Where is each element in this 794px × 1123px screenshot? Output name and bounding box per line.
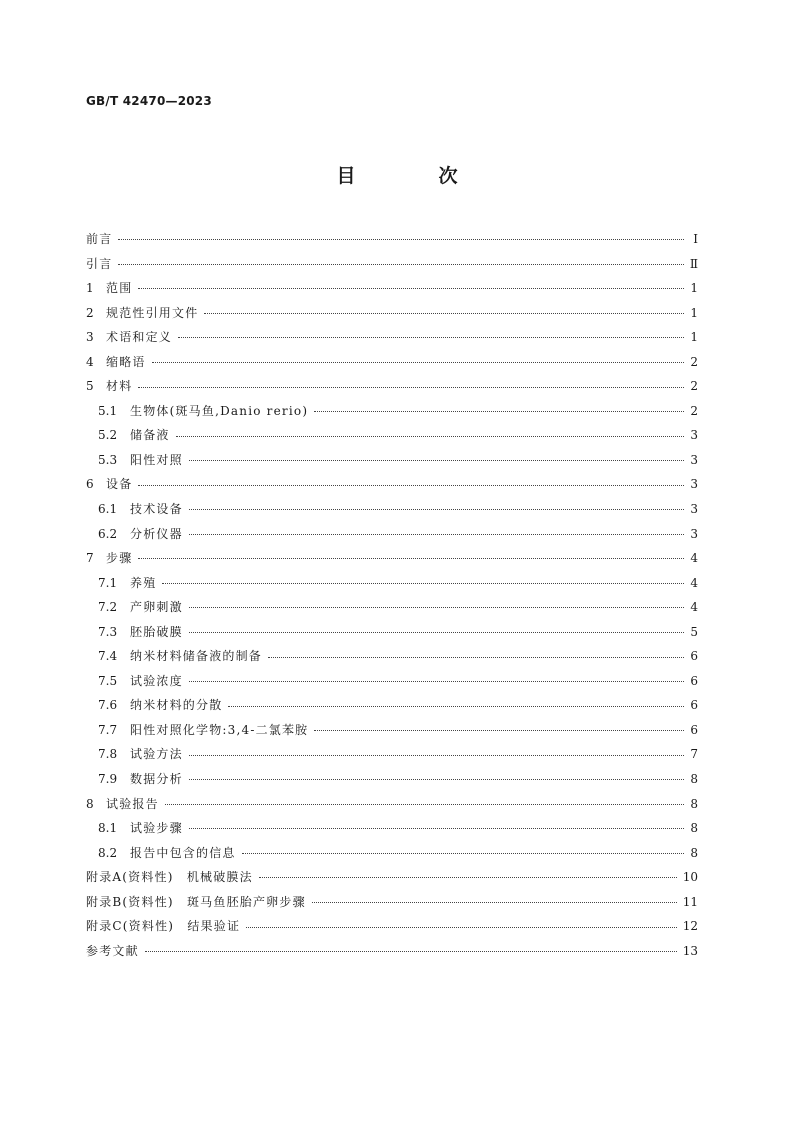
toc-entry-number: 8.2: [98, 845, 118, 860]
toc-entry-title: 设备: [106, 477, 133, 492]
dot-leader: [314, 729, 684, 731]
dot-leader: [189, 778, 684, 780]
dot-leader: [189, 827, 684, 829]
dot-leader: [138, 287, 684, 289]
toc-entry[interactable]: [86, 669, 698, 694]
toc-entry[interactable]: [86, 792, 698, 817]
dot-leader: [118, 263, 683, 265]
toc-entry-number: 7.2: [98, 600, 118, 615]
toc-entry-title: 附录A(资料性) 机械破膜法: [86, 870, 253, 885]
toc-entry[interactable]: [86, 571, 698, 596]
toc-entry-title: 纳米材料储备液的制备: [130, 649, 263, 664]
toc-entry[interactable]: [86, 939, 698, 964]
toc-entry-page: 1: [690, 281, 698, 296]
toc-entry-title: 试验步骤: [130, 821, 183, 836]
toc-entry[interactable]: [86, 448, 698, 473]
dot-leader: [165, 803, 684, 805]
toc-entry-number: 1: [86, 281, 94, 296]
toc-entry-title: 储备液: [130, 428, 170, 443]
toc-entry[interactable]: [86, 595, 698, 620]
toc-entry-page: 3: [690, 452, 698, 467]
toc-entry-number: 7.7: [98, 722, 118, 737]
toc-entry[interactable]: [86, 301, 698, 326]
toc-entry-number: 8.1: [98, 821, 118, 836]
dot-leader: [246, 926, 677, 928]
toc-entry-number: 7.9: [98, 772, 118, 787]
toc-entry[interactable]: [86, 693, 698, 718]
toc-entry-number: 7: [86, 551, 94, 566]
dot-leader: [189, 754, 684, 756]
toc-entry[interactable]: [86, 472, 698, 497]
toc-entry-title: 胚胎破膜: [130, 624, 183, 639]
toc-entry-title: 生物体(斑马鱼,Danio rerio): [130, 403, 309, 418]
toc-entry[interactable]: [86, 374, 698, 399]
toc-entry[interactable]: [86, 816, 698, 841]
toc-entry-number: 6.2: [98, 526, 118, 541]
toc-entry-page: 4: [690, 600, 698, 615]
dot-leader: [259, 876, 677, 878]
toc-entry-title: 前言: [86, 232, 113, 246]
toc-entry-number: 5.1: [98, 403, 118, 418]
dot-leader: [242, 852, 684, 854]
toc-entry[interactable]: [86, 522, 698, 547]
toc-entry[interactable]: [86, 350, 698, 375]
standard-code: GB/T 42470—2023: [86, 94, 212, 108]
toc-entry[interactable]: [86, 620, 698, 645]
toc-entry-title: 阳性对照: [130, 452, 183, 467]
dot-leader: [145, 950, 677, 952]
toc-entry-number: 5.2: [98, 428, 118, 443]
dot-leader: [228, 705, 684, 707]
toc-entry-page: 11: [682, 894, 698, 909]
toc-entry-page: 8: [690, 772, 698, 787]
toc-entry-page: 7: [690, 747, 698, 762]
toc-entry-title: 阳性对照化学物:3,4-二氯苯胺: [130, 722, 309, 737]
toc-entry[interactable]: [86, 252, 698, 277]
toc-entry[interactable]: [86, 546, 698, 571]
toc-entry-page: 4: [690, 575, 698, 590]
dot-leader: [189, 533, 684, 535]
toc-entry[interactable]: [86, 227, 698, 252]
toc-entry-number: 7.6: [98, 698, 118, 713]
toc-entry-title: 缩略语: [106, 354, 146, 369]
dot-leader: [118, 238, 684, 240]
toc-entry[interactable]: [86, 497, 698, 522]
toc-entry[interactable]: [86, 644, 698, 669]
toc-entry-page: 12: [682, 919, 698, 934]
toc-entry-number: 4: [86, 354, 94, 369]
toc-entry-page: Ⅰ: [693, 232, 698, 246]
toc-entry-title: 附录B(资料性) 斑马鱼胚胎产卵步骤: [86, 894, 306, 909]
toc-entry-title: 范围: [106, 281, 133, 296]
dot-leader: [138, 386, 684, 388]
toc-entry-page: 2: [690, 379, 698, 394]
toc-entry-title: 试验浓度: [130, 673, 183, 688]
toc-entry-number: 7.5: [98, 673, 118, 688]
dot-leader: [162, 582, 684, 584]
toc-entry-title: 试验方法: [130, 747, 183, 762]
toc-entry-page: 3: [690, 502, 698, 517]
dot-leader: [178, 336, 684, 338]
toc-entry-page: 3: [690, 477, 698, 492]
toc-entry-number: 6.1: [98, 502, 118, 517]
toc-entry-title: 养殖: [130, 575, 157, 590]
toc-entry-page: 3: [690, 428, 698, 443]
toc-entry-number: 7.8: [98, 747, 118, 762]
toc-entry-number: 6: [86, 477, 94, 492]
toc-entry-number: 5: [86, 379, 94, 394]
dot-leader: [312, 901, 677, 903]
toc-entry-title: 数据分析: [130, 772, 183, 787]
toc-entry[interactable]: [86, 865, 698, 890]
dot-leader: [268, 656, 684, 658]
toc-entry[interactable]: [86, 399, 698, 424]
toc-entry-number: 7.1: [98, 575, 118, 590]
toc-entry-page: 1: [690, 305, 698, 320]
toc-entry-number: 7.3: [98, 624, 118, 639]
toc-entry-title: 引言: [86, 256, 113, 271]
toc-entry-page: 8: [690, 845, 698, 860]
dot-leader: [189, 459, 684, 461]
dot-leader: [189, 508, 684, 510]
toc-entry-number: 2: [86, 305, 94, 320]
toc-entry[interactable]: [86, 914, 698, 939]
dot-leader: [314, 410, 684, 412]
dot-leader: [204, 312, 684, 314]
dot-leader: [189, 606, 684, 608]
toc-entry-page: Ⅱ: [689, 256, 698, 271]
toc-entry[interactable]: [86, 718, 698, 743]
toc-entry-title: 纳米材料的分散: [130, 698, 223, 713]
toc-entry-title: 报告中包含的信息: [130, 845, 236, 860]
dot-leader: [138, 484, 684, 486]
toc-entry-page: 6: [690, 649, 698, 664]
toc-entry-page: 8: [690, 796, 698, 811]
toc-entry-page: 6: [690, 698, 698, 713]
table-of-contents: [86, 227, 698, 963]
toc-entry-page: 10: [682, 870, 698, 885]
toc-entry-page: 2: [690, 354, 698, 369]
toc-entry-title: 参考文献: [86, 943, 139, 958]
toc-entry-number: 7.4: [98, 649, 118, 664]
toc-entry-title: 技术设备: [130, 502, 183, 517]
toc-entry-number: 5.3: [98, 452, 118, 467]
dot-leader: [189, 680, 684, 682]
toc-entry-title: 分析仪器: [130, 526, 183, 541]
toc-entry-title: 步骤: [106, 551, 133, 566]
toc-entry[interactable]: [86, 767, 698, 792]
toc-entry[interactable]: [86, 841, 698, 866]
toc-entry[interactable]: [86, 423, 698, 448]
toc-entry[interactable]: [86, 890, 698, 915]
toc-entry-page: 13: [682, 943, 698, 958]
toc-entry-number: 3: [86, 330, 94, 345]
toc-entry-title: 试验报告: [106, 796, 159, 811]
toc-entry-title: 附录C(资料性) 结果验证: [86, 919, 241, 934]
toc-entry-title: 术语和定义: [106, 330, 173, 345]
toc-entry-title: 规范性引用文件: [106, 305, 199, 320]
toc-entry-page: 2: [690, 403, 698, 418]
dot-leader: [152, 361, 684, 363]
toc-entry-page: 1: [690, 330, 698, 345]
toc-entry-title: 产卵刺激: [130, 600, 183, 615]
toc-entry-page: 8: [690, 821, 698, 836]
dot-leader: [138, 557, 684, 559]
toc-entry-page: 5: [690, 624, 698, 639]
toc-entry-page: 6: [690, 673, 698, 688]
page-title: 目 次: [336, 165, 490, 187]
toc-entry-page: 6: [690, 722, 698, 737]
toc-entry-page: 4: [690, 551, 698, 566]
toc-entry-number: 8: [86, 796, 94, 811]
toc-entry[interactable]: [86, 325, 698, 350]
dot-leader: [189, 631, 684, 633]
toc-entry[interactable]: [86, 742, 698, 767]
toc-entry[interactable]: [86, 276, 698, 301]
toc-entry-page: 3: [690, 526, 698, 541]
toc-entry-title: 材料: [106, 379, 133, 394]
dot-leader: [176, 435, 684, 437]
